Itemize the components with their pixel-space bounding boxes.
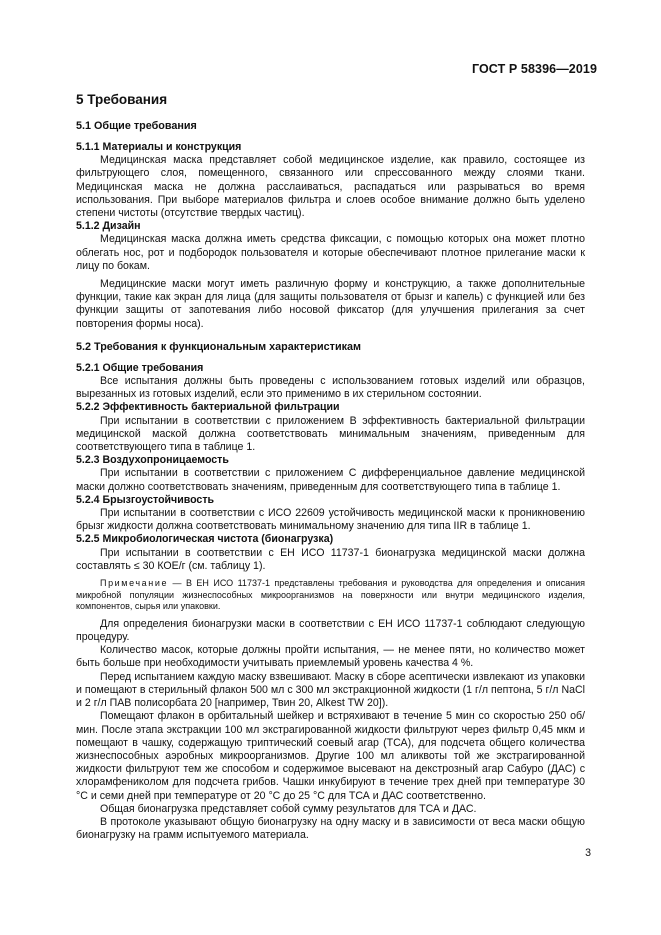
subsection-5-2-title: 5.2 Требования к функциональным характеристикам — [76, 340, 361, 353]
paragraph: Медицинская маска представляет собой медицинское изделие, как правило, состоящее из фильтрующего слоя, помещенного, связанного или спрессованного между слоями ткани. Медицинская маска не должна расслаиваться, распадаться или разрываться во время использования. При выборе материалов фильтра и слоев особое внимание должно быть уделено степени чистоты (отсутствие твердых частиц). — [76, 154, 585, 220]
paragraph: При испытании в соответствии с приложением С дифференциальное давление медицинской маски должно соответствовать значениям, приведенным для соответствующего типа в таблице 1. — [76, 467, 585, 493]
paragraph: Помещают флакон в орбитальный шейкер и встряхивают в течение 5 мин со скоростью 250 об/мин. После этапа экстракции 100 мл экстрагированной жидкости фильтруют через фильтр 0,45 мкм и помещают в чашку, содержащую триптический соевый агар (ТСА), для подсчета общего количества жизнеспособных аэробных микроорганизмов. Другие 100 мл аликвоты той же экстрагированной жидкости фильтруют тем же способом и содержимое высевают на декстрозный агар Сабуро (ДАС) с хлорамфениколом для подсчета грибов. Чашки инкубируют в течение трех дней при температуре 30 °С и семи дней при температуре от 20 °С до 25 °С для ТСА и ДАС соответственно. — [76, 710, 585, 802]
paragraph: При испытании в соответствии с ЕН ИСО 11737-1 бионагрузка медицинской маски должна составлять ≤ 30 КОЕ/г (см. таблицу 1). — [76, 546, 585, 572]
note — [76, 578, 585, 613]
paragraph: Перед испытанием каждую маску взвешивают. Маску в сборе асептически извлекают из упаковки и помещают в стерильный флакон 500 мл с 300 мл экстракционной жидкости (1 г/л пептона, 5 г/л NaCl и 2 г/л ПАВ полисорбата 20 [например, Твин 20, Alkest TW 20]). — [76, 670, 585, 710]
clause-5-1-1-title: 5.1.1 Материалы и конструкция — [76, 141, 242, 153]
clause-5-2-4-title: 5.2.4 Брызгоустойчивость — [76, 493, 215, 506]
paragraph: Общая бионагрузка представляет собой сумму результатов для ТСА и ДАС. — [100, 802, 477, 815]
section-title: 5 Требования — [76, 92, 168, 107]
page-number: 3 — [585, 847, 591, 859]
paragraph: Медицинская маска должна иметь средства фиксации, с помощью которых она может плотно облегать нос, рот и подбородок пользователя и которые обеспечивают плотное прилегание маски к лицу по бокам. — [76, 233, 585, 272]
clause-5-2-1-title: 5.2.1 Общие требования — [76, 361, 204, 374]
paragraph: Для определения бионагрузки маски в соответствии с ЕН ИСО 11737-1 соблюдают следующую процедуру. — [76, 617, 585, 644]
paragraph: Все испытания должны быть проведены с использованием готовых изделий или образцов, вырезанных из готовых изделий, если это применимо в их стерильном состоянии. — [76, 375, 585, 401]
paragraph: При испытании в соответствии с приложением В эффективность бактериальной фильтрации медицинской маской должна соответствовать минимальным значениям, приведенным для соответствующего типа в таблице 1. — [76, 414, 585, 454]
note-label: Примечание — [100, 578, 169, 589]
note-text: — В ЕН ИСО 11737-1 представлены требования и руководства для определения и описания микробной популяции жизнеспособных микроорганизмов на поверхности или внутри медицинского изделия, компонентов, сырья или упаковки. — [76, 578, 585, 612]
paragraph: Медицинские маски могут иметь различную форму и конструкцию, а также дополнительные функции, такие как экран для лица (для защиты пользователя от брызг и капель) с функцией или без функции защиты от запотевания либо носовой фиксатор (для улучшения прилегания за счет повторения формы носа). — [76, 278, 585, 330]
clause-5-2-2-title: 5.2.2 Эффективность бактериальной фильтрации — [76, 401, 340, 414]
clause-5-1-2-title: 5.1.2 Дизайн — [76, 220, 141, 233]
document-body — [76, 92, 585, 842]
clause-5-2-5-title: 5.2.5 Микробиологическая чистота (бионагрузка) — [76, 533, 334, 546]
document-id: ГОСТ Р 58396—2019 — [471, 62, 597, 76]
subsection-5-1-title: 5.1 Общие требования — [76, 120, 197, 132]
paragraph: При испытании в соответствии с ИСО 22609 устойчивость медицинской маски к проникновению брызг жидкости должна соответствовать минимальному значению для типа IIR в таблице 1. — [76, 507, 585, 533]
clause-5-2-3-title: 5.2.3 Воздухопроницаемость — [76, 454, 229, 467]
paragraph: Количество масок, которые должны пройти испытания, — не менее пяти, но количество может быть больше при необходимости учитывать приемлемый уровень качества 4 %. — [76, 644, 585, 670]
paragraph: В протоколе указывают общую бионагрузку на одну маску и в зависимости от веса маски общую бионагрузку на грамм испытуемого материала. — [76, 815, 585, 842]
